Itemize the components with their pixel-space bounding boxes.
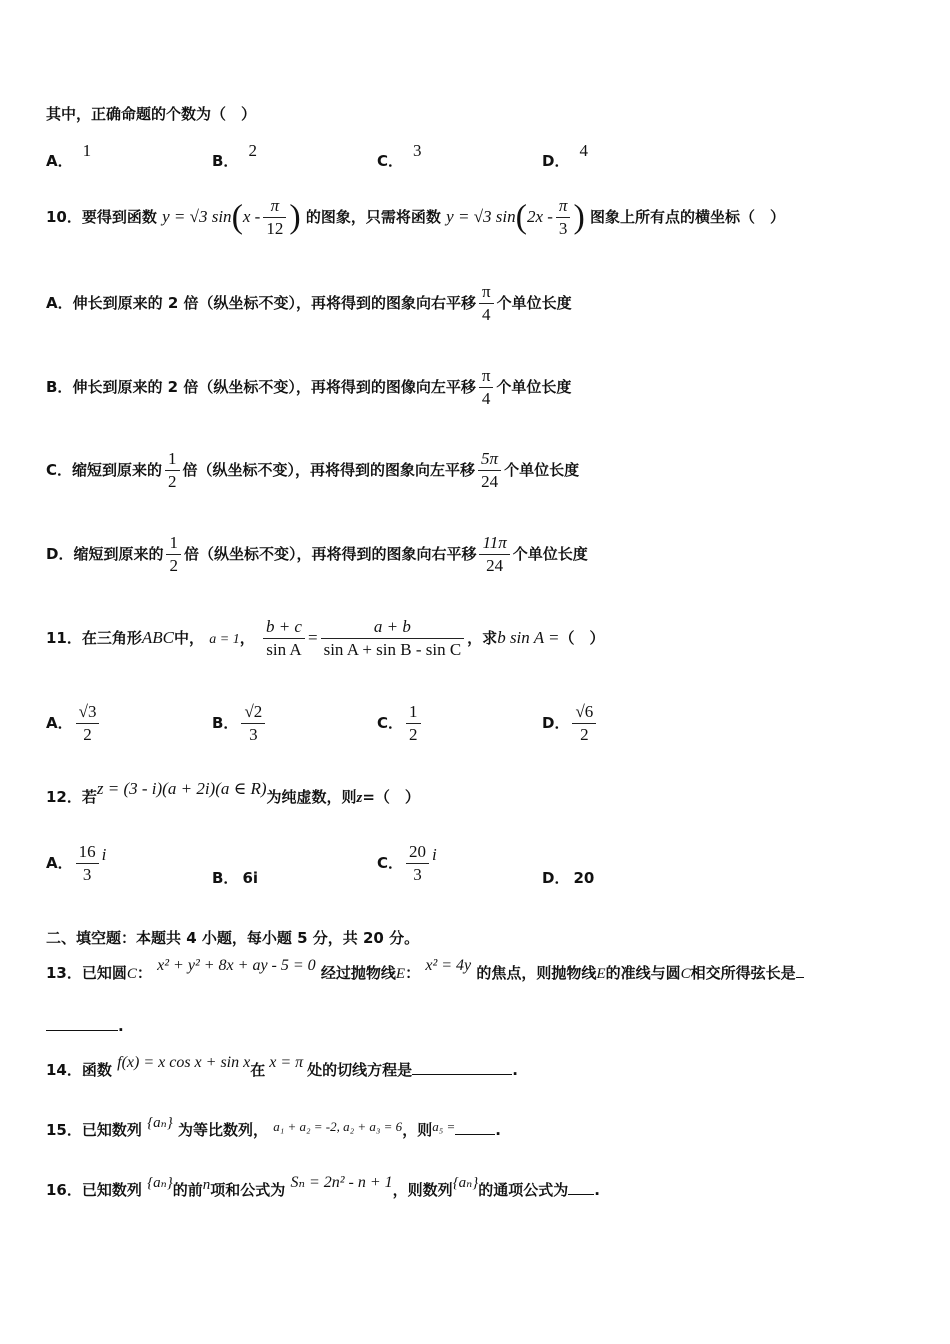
q12-option-a: A． $\frac{16}{3}$ i [46, 842, 107, 884]
q10-option-c: C．缩短到原来的 $\frac{1}{2}$ 倍（纵坐标不变），再将得到的图象向左平移 $\frac{5\pi}{24}$ 个单位长度 [46, 449, 580, 491]
q10-option-d: D．缩短到原来的 $\frac{1}{2}$ 倍（纵坐标不变），再将得到的图象向右平移 $\frac{11\pi}{24}$ 个单位长度 [46, 533, 588, 575]
question-number: 10． [46, 208, 82, 226]
q15-stem: 15．已知数列 {aₙ} 为等比数列， a₁ + a₂ = -2, a₂ + a₃ = 6，则a₅ = . [46, 1115, 501, 1139]
q10-f2-left: y = √3 sin [446, 207, 516, 226]
q14-stem: 14．函数 f(x) = x cos x + sin x在 x = π 处的切线方程是 . [46, 1054, 518, 1079]
q9-option-b [212, 141, 257, 171]
section-heading: 二、填空题：本题共 4 小题，每小题 5 分，共 20 分。 [46, 929, 420, 947]
option-value: 3 [413, 141, 422, 160]
q9-option-c [377, 141, 422, 171]
q11-option-a: A． $\frac{√3}{2}$ [46, 702, 102, 745]
q10-f2-fraction: $\frac{\pi}{3}$ [556, 196, 571, 239]
q10-f2-inner: 2x - [526, 207, 553, 226]
option-label: A． [46, 152, 73, 170]
q10-pre: 要得到函数 [81, 208, 157, 226]
q10-mid: 的图象，只需将函数 [305, 208, 441, 226]
q11-option-d: D． $\frac{√6}{2}$ [542, 702, 599, 745]
option-value: 2 [248, 141, 257, 160]
q13-stem: 13．已知圆C： x² + y² + 8x + ay - 5 = 0 经过抛物线E： x² = 4y 的焦点，则抛物线E的准线与圆C相交所得弦长是 [46, 962, 804, 983]
q9-option-a [46, 141, 92, 171]
q10-post: 图象上所有点的横坐标（ ） [590, 208, 786, 226]
q11-left-fraction: $\frac{b + c}{\text{sin A}}$ [263, 617, 305, 660]
q10-f1-left: y = √3 sin [162, 207, 232, 226]
q13-blank: . [46, 1016, 124, 1035]
option-value: 4 [579, 141, 588, 160]
q12-option-b: B． 6i [212, 869, 259, 887]
q10-stem: 10．要得到函数 y = √3 sin(x - $\frac{\pi}{12}$ ) 的图象，只需将函数 y = √3 sin(2x - $\frac{\pi}{3}$ ) 图象上所有点的横坐标（ ） [46, 196, 786, 238]
q12-option-c: C． $\frac{20}{3}$ i [377, 842, 437, 884]
q10-option-b: B．伸长到原来的 2 倍（纵坐标不变），再将得到的图像向左平移 $\frac{\pi}{4}$ 个单位长度 [46, 366, 572, 408]
q11-option-c: C． $\frac{1}{2}$ [377, 702, 424, 745]
q12-option-d: D． 20 [542, 869, 595, 887]
q12-stem: 12．若z = (3 - i)(a + 2i)(a ∈ R)为纯虚数，则z=（ ） [46, 779, 420, 806]
option-value: 1 [82, 141, 92, 160]
q9-option-d [542, 141, 588, 171]
option-label: C． [377, 152, 404, 170]
q10-f1-fraction: $\frac{\pi}{12}$ [263, 196, 286, 239]
q10-f1-inner: x - [242, 207, 261, 226]
q11-option-b: B． $\frac{√2}{3}$ [212, 702, 268, 745]
q11-stem: 11．在三角形ABC中， a = 1， $\frac{b + c}{\text{sin A}}$ = $\frac{a + b}{\text{sin A + sin B - sin C}}$ ，求b sin A =（ ） [46, 617, 605, 659]
q10-option-a: A．伸长到原来的 2 倍（纵坐标不变），再将得到的图象向右平移 $\frac{\pi}{4}$ 个单位长度 [46, 282, 572, 324]
q16-stem: 16．已知数列 {aₙ}的前n项和公式为 Sₙ = 2n² - n + 1，则数列{aₙ}的通项公式为 . [46, 1174, 600, 1199]
option-label: D． [542, 152, 570, 170]
option-label: B． [212, 152, 239, 170]
q11-right-fraction: $\frac{a + b}{\text{sin A + sin B - sin C}}$ [321, 617, 465, 660]
q9-stem: 其中，正确命题的个数为（ ） [46, 105, 257, 123]
